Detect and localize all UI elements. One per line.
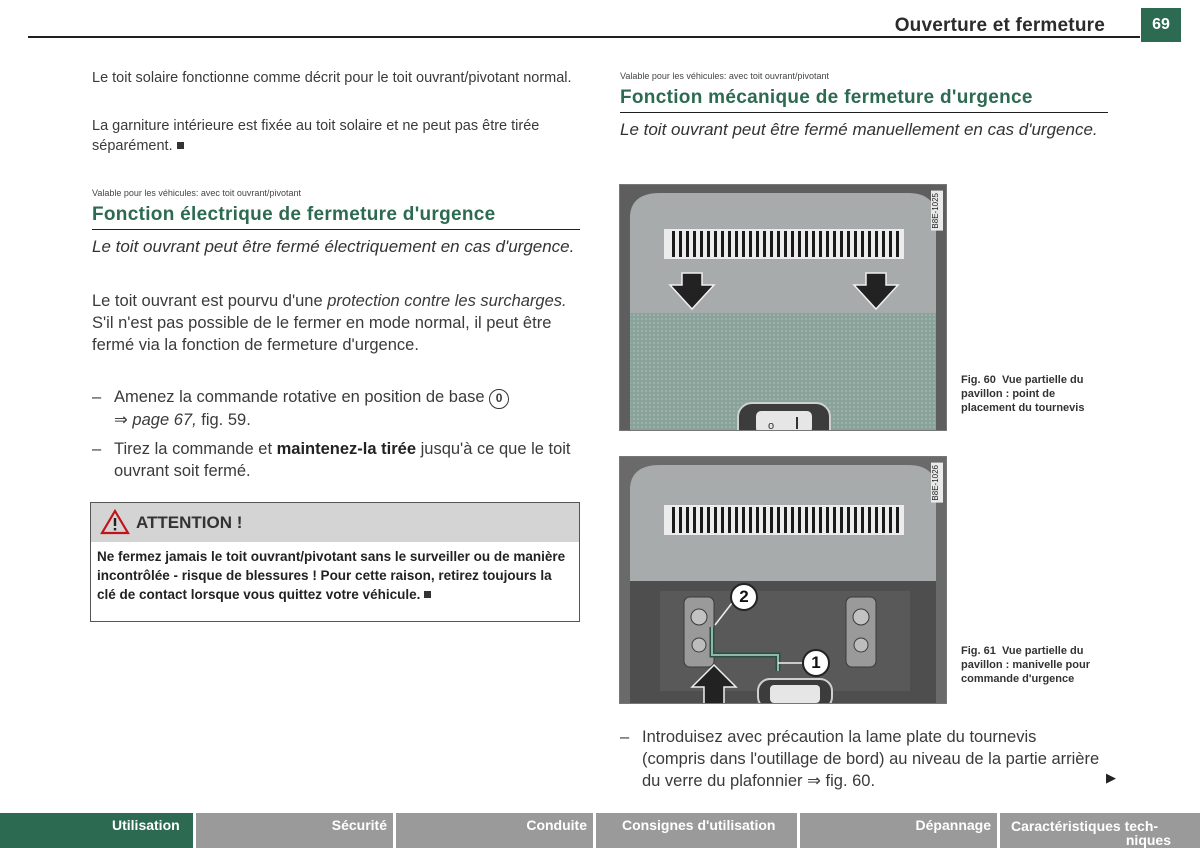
intro-paragraph-1: Le toit solaire fonctionne comme décrit pour le toit ouvrant/pivotant normal. [92, 70, 572, 86]
figure-61-caption: Fig. 61 Vue partielle du pavillon : manivelle pour commande d'urgence [961, 645, 1090, 685]
svg-text:o: o [768, 420, 775, 431]
warning-text: Ne fermez jamais le toit ouvrant/pivotant sans le surveiller ou de manière incontrôlée - risque de blessures ! Pour cette raison, retirez toujours la clé de contact lorsque vous quittez votre véhicule. [97, 549, 566, 602]
validity-note: Valable pour les véhicules: avec toit ouvrant/pivotant [620, 71, 829, 81]
section-heading: Fonction électrique de fermeture d'urgence [92, 204, 496, 225]
figure-code: B8E-1025 [931, 191, 943, 231]
step-2: – Tirez la commande et maintenez-la tirée jusqu'à ce que le toit ouvrant soit fermé. [92, 440, 571, 480]
figure-61 [619, 456, 947, 704]
mechanism-right [846, 597, 876, 667]
warning-triangle-icon [100, 509, 130, 535]
tab-caracteristiques[interactable]: Caractéristiques tech- niques [1000, 813, 1200, 848]
tab-securite[interactable]: Sécurité [196, 813, 393, 848]
footer-nav [0, 813, 1200, 848]
chapter-title: Ouverture et fermeture [894, 15, 1105, 36]
figure-link[interactable]: fig. 60. [825, 772, 876, 790]
tab-consignes[interactable]: Consignes d'utilisation [596, 813, 797, 848]
tab-conduite[interactable]: Conduite [396, 813, 593, 848]
heading-rule [92, 229, 580, 230]
end-mark-icon [424, 591, 431, 598]
validity-note: Valable pour les véhicules: avec toit ouvrant/pivotant [92, 188, 301, 198]
page-number: 69 [1141, 8, 1181, 42]
callout-2: 2 [730, 583, 758, 611]
continue-arrow-icon: ▶ [1106, 770, 1116, 785]
heading-rule [620, 112, 1108, 113]
figure-60-caption: Fig. 60 Vue partielle du pavillon : point de placement du tournevis [961, 374, 1085, 414]
step-screwdriver: – Introduisez avec précaution la lame plate du tournevis (compris dans l'outillage de bord) au niveau de la partie arrière du verre du plafonnier ⇒ fig. 60. [620, 728, 1100, 790]
section-lead: Le toit ouvrant peut être fermé manuellement en cas d'urgence. [620, 120, 1098, 139]
position-zero-badge: 0 [489, 389, 509, 409]
tab-utilisation[interactable]: Utilisation [0, 813, 193, 848]
section-body: Le toit ouvrant est pourvu d'une protection contre les surcharges. S'il n'est pas possible de le fermer en mode normal, il peut être fermé via la fonction de fermeture d'urgence. [92, 292, 567, 354]
figure-60 [619, 184, 947, 431]
warning-box [90, 502, 580, 622]
tab-depannage[interactable]: Dépannage [800, 813, 997, 848]
callout-1: 1 [802, 649, 830, 677]
figure-code: B8E-1026 [931, 463, 943, 503]
intro-paragraph-2: La garniture intérieure est fixée au toit solaire et ne peut pas être tirée séparément. [92, 118, 540, 154]
section-heading: Fonction mécanique de fermeture d'urgence [620, 87, 1033, 108]
warning-header [91, 503, 579, 542]
end-mark-icon [177, 142, 184, 149]
warning-title: ATTENTION ! [136, 513, 243, 532]
step-1: – Amenez la commande rotative en position de base 0 ⇒ page 67, fig. 59. [92, 386, 582, 431]
roof-console-image [620, 185, 947, 431]
section-lead: Le toit ouvrant peut être fermé électriquement en cas d'urgence. [92, 237, 575, 256]
emergency-crank-image [620, 457, 947, 704]
page-link[interactable]: page 67, [132, 411, 197, 429]
header-rule [28, 36, 1140, 38]
